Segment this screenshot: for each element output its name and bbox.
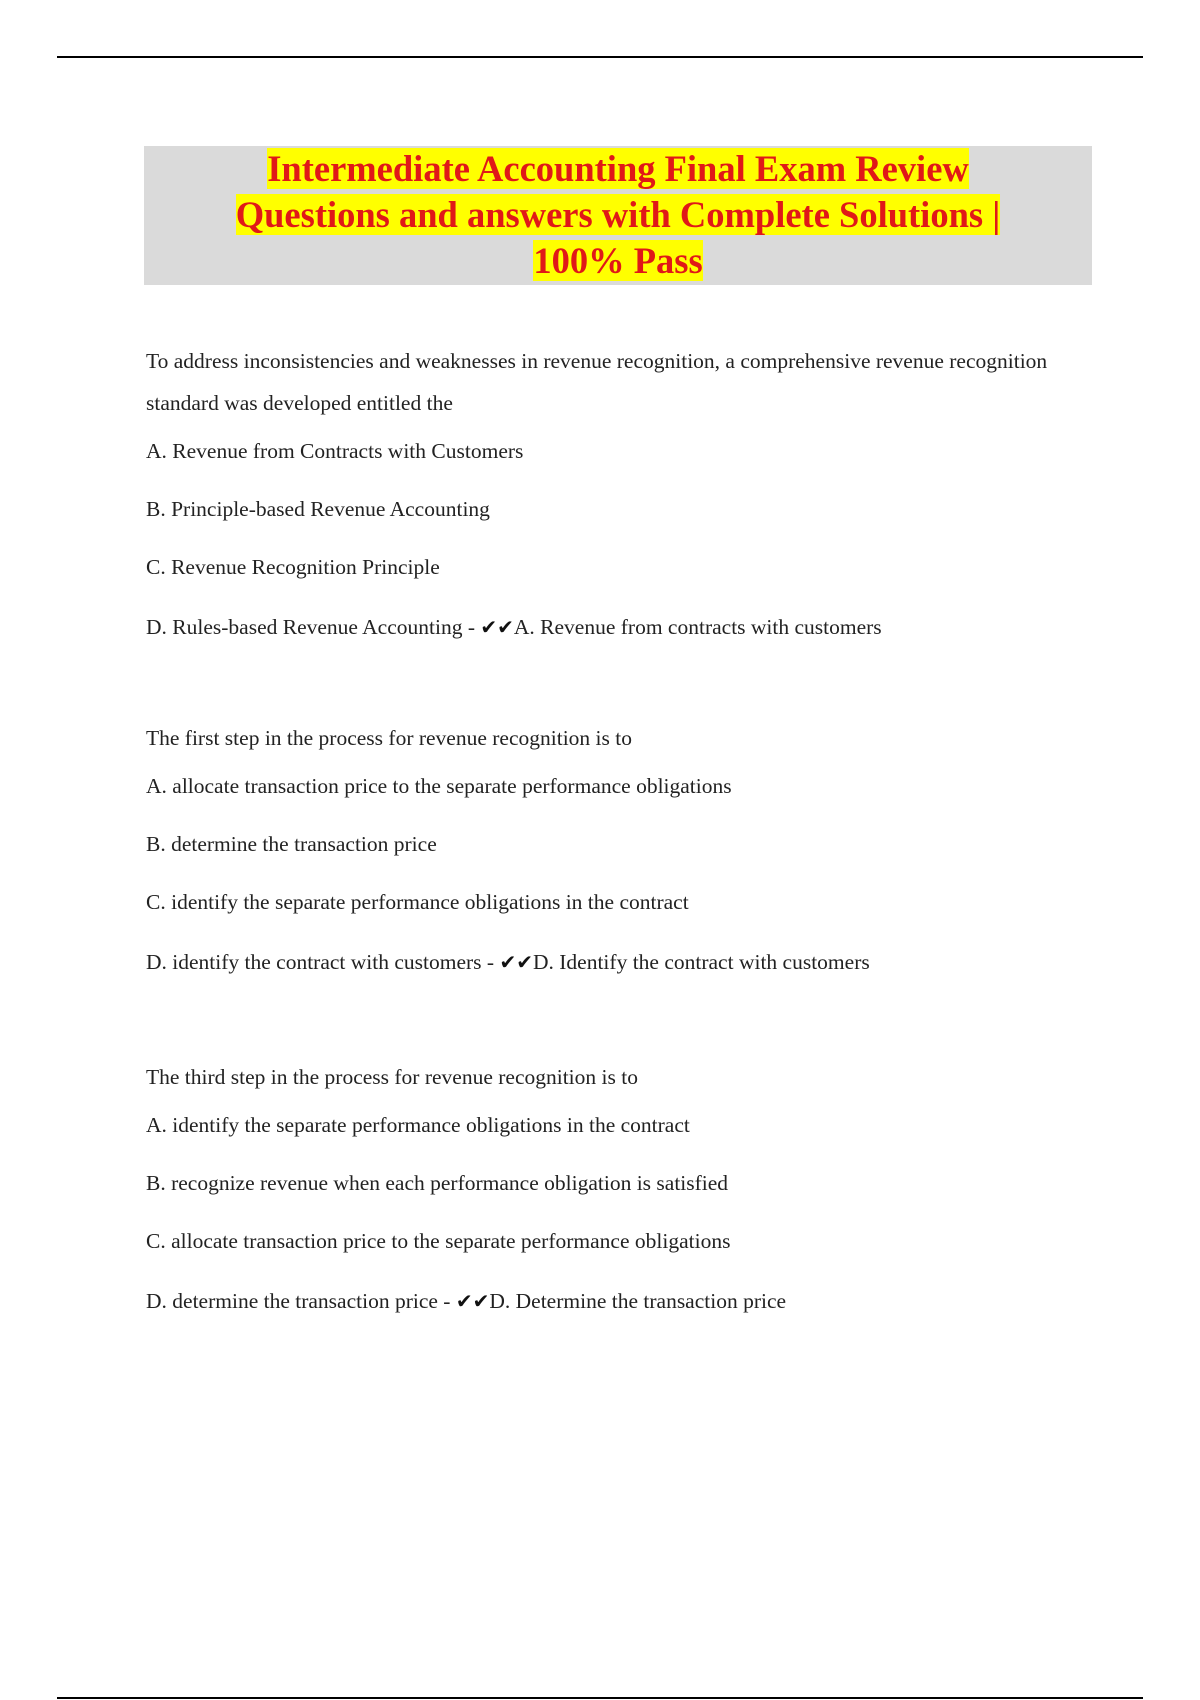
option-a: A. allocate transaction price to the separate performance obligations	[146, 774, 732, 798]
check-icon: ✔✔	[499, 950, 533, 974]
check-icon: ✔✔	[480, 615, 514, 639]
answer-text: D. Identify the contract with customers	[532, 950, 870, 974]
question-block-1	[146, 340, 1066, 641]
option-a: A. identify the separate performance obligations in the contract	[146, 1113, 690, 1137]
option-d-with-answer	[146, 614, 1066, 641]
option-d: D. identify the contract with customers -	[146, 950, 500, 974]
document-body	[146, 340, 1066, 1315]
option-d: D. determine the transaction price -	[146, 1289, 456, 1313]
title-line-1: Intermediate Accounting Final Exam Review	[267, 148, 969, 189]
title-box	[144, 146, 1092, 285]
title-line-2: Questions and answers with Complete Solutions |	[235, 194, 1001, 235]
answer-text: D. Determine the transaction price	[489, 1289, 787, 1313]
option-b: B. recognize revenue when each performance obligation is satisfied	[146, 1171, 729, 1195]
question-text: The third step in the process for revenue recognition is to	[146, 1065, 638, 1089]
option-d: D. Rules-based Revenue Accounting -	[146, 615, 481, 639]
check-icon: ✔✔	[455, 1289, 490, 1313]
header-rule	[57, 56, 1143, 58]
document-title	[144, 146, 1092, 284]
question-text: To address inconsistencies and weaknesses in revenue recognition, a comprehensive revenue recognition standard was developed entitled the	[146, 349, 1048, 415]
option-c: C. Revenue Recognition Principle	[146, 555, 440, 579]
question-block-2	[146, 717, 1066, 976]
question-block-3	[146, 1056, 1066, 1315]
option-d-with-answer	[146, 949, 1066, 976]
title-line-3: 100% Pass	[533, 240, 703, 281]
option-c: C. allocate transaction price to the separate performance obligations	[146, 1229, 731, 1253]
option-b: B. Principle-based Revenue Accounting	[146, 497, 490, 521]
option-a: A. Revenue from Contracts with Customers	[146, 439, 524, 463]
question-text: The first step in the process for revenue recognition is to	[146, 726, 632, 750]
option-c: C. identify the separate performance obligations in the contract	[146, 890, 689, 914]
footer-rule	[57, 1697, 1143, 1699]
answer-text: A. Revenue from contracts with customers	[513, 615, 882, 639]
option-d-with-answer	[146, 1288, 1066, 1315]
option-b: B. determine the transaction price	[146, 832, 437, 856]
